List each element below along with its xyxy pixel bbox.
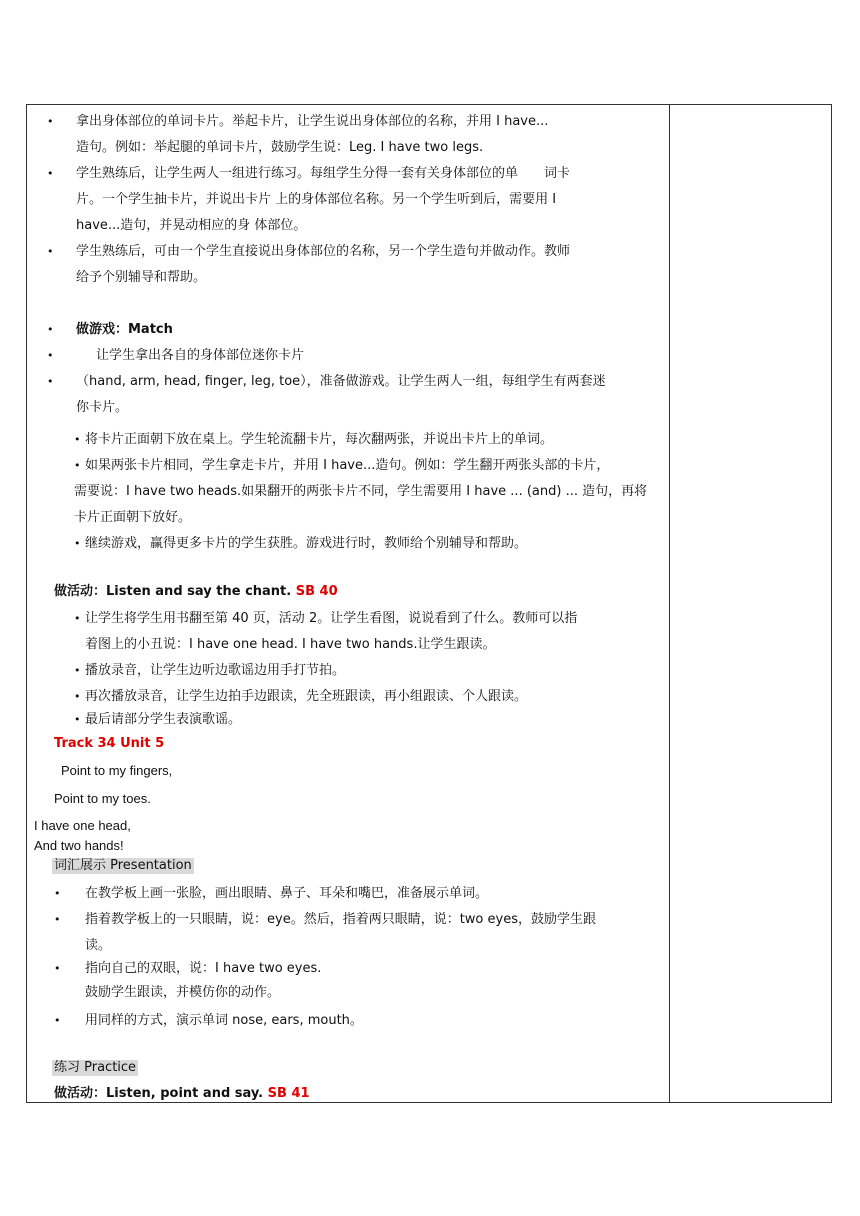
chant-line: I have one head, bbox=[34, 818, 131, 833]
paragraph-line: 卡片正面朝下放好。 bbox=[74, 510, 192, 525]
game-heading: 做游戏：Match bbox=[76, 322, 173, 337]
bullet: • bbox=[47, 375, 54, 388]
practice-heading: 练习 Practice bbox=[54, 1060, 137, 1075]
bullet: • bbox=[74, 433, 81, 446]
bullet: • bbox=[54, 962, 61, 975]
bullet: • bbox=[54, 887, 61, 900]
paragraph-line: 让学生拿出各自的身体部位迷你卡片 bbox=[96, 348, 305, 363]
activity-heading bbox=[54, 1086, 310, 1102]
paragraph-line: 造句。例如：举起腿的单词卡片，鼓励学生说：Leg. I have two legs. bbox=[76, 140, 484, 155]
paragraph-line: 指着教学板上的一只眼睛，说：eye。然后，指着两只眼睛，说：two eyes，鼓励学生跟 bbox=[85, 912, 596, 927]
paragraph-line: 学生熟练后，可由一个学生直接说出身体部位的名称，另一个学生造句并做动作。教师 bbox=[76, 244, 571, 259]
bullet: • bbox=[47, 115, 54, 128]
track-label: Track 34 Unit 5 bbox=[54, 736, 165, 751]
bullet: • bbox=[47, 167, 54, 180]
bullet: • bbox=[74, 537, 81, 550]
student-book-ref: SB 40 bbox=[295, 584, 338, 599]
paragraph-line: 继续游戏，赢得更多卡片的学生获胜。游戏进行时，教师给个别辅导和帮助。 bbox=[85, 536, 528, 551]
paragraph-line: 再次播放录音，让学生边拍手边跟读，先全班跟读，再小组跟读、个人跟读。 bbox=[85, 689, 528, 704]
paragraph-line: （hand, arm, head, finger, leg, toe），准备做游戏。让学生两人一组，每组学生有两套迷 bbox=[76, 374, 606, 389]
chant-line: Point to my fingers, bbox=[61, 763, 173, 778]
activity-heading bbox=[54, 584, 338, 600]
activity-heading-text: 做活动：Listen and say the chant. bbox=[54, 584, 292, 599]
paragraph-line: 拿出身体部位的单词卡片。举起卡片，让学生说出身体部位的名称，并用 I have... bbox=[76, 114, 549, 129]
paragraph-line: 需要说：I have two heads.如果翻开的两张卡片不同，学生需要用 I have ... (and) ... 造句，再将 bbox=[74, 484, 648, 499]
paragraph-line: 将卡片正面朝下放在桌上。学生轮流翻卡片，每次翻两张，并说出卡片上的单词。 bbox=[85, 432, 554, 447]
paragraph-line: 播放录音，让学生边听边歌谣边用手打节拍。 bbox=[85, 663, 346, 678]
bullet: • bbox=[74, 713, 81, 726]
notes-column-divider bbox=[669, 104, 670, 1103]
paragraph-line: 你卡片。 bbox=[76, 400, 129, 415]
bullet: • bbox=[54, 913, 61, 926]
paragraph-line: 给予个别辅导和帮助。 bbox=[76, 270, 207, 285]
bullet: • bbox=[47, 323, 54, 336]
bullet: • bbox=[74, 690, 81, 703]
paragraph-line: 用同样的方式，演示单词 nose, ears, mouth。 bbox=[85, 1013, 363, 1028]
paragraph-line: 指向自己的双眼，说：I have two eyes. bbox=[85, 961, 322, 976]
paragraph-line: 片。一个学生抽卡片，并说出卡片 上的身体部位名称。另一个学生听到后，需要用 I bbox=[76, 192, 557, 207]
bullet: • bbox=[74, 459, 81, 472]
activity-heading-text: 做活动：Listen, point and say. bbox=[54, 1086, 264, 1101]
chant-line: And two hands! bbox=[34, 838, 124, 853]
paragraph-line: 读。 bbox=[85, 938, 112, 953]
paragraph-line: 最后请部分学生表演歌谣。 bbox=[85, 712, 242, 727]
bullet: • bbox=[74, 664, 81, 677]
paragraph-line: 着图上的小丑说：I have one head. I have two hands.让学生跟读。 bbox=[85, 637, 496, 652]
paragraph-line: 在教学板上画一张脸，画出眼睛、鼻子、耳朵和嘴巴，准备展示单词。 bbox=[85, 886, 489, 901]
chant-line: Point to my toes. bbox=[54, 791, 151, 806]
bullet: • bbox=[74, 612, 81, 625]
paragraph-line: have...造句，并晃动相应的身 体部位。 bbox=[76, 218, 307, 233]
paragraph-line: 如果两张卡片相同，学生拿走卡片，并用 I have...造句。例如：学生翻开两张头部的卡片， bbox=[85, 458, 610, 473]
bullet: • bbox=[47, 349, 54, 362]
student-book-ref: SB 41 bbox=[267, 1086, 310, 1101]
paragraph-line: 学生熟练后，让学生两人一组进行练习。每组学生分得一套有关身体部位的单 词卡 bbox=[76, 166, 571, 181]
paragraph-line: 让学生将学生用书翻至第 40 页，活动 2。让学生看图，说说看到了什么。教师可以指 bbox=[85, 611, 578, 626]
bullet: • bbox=[47, 245, 54, 258]
paragraph-line: 鼓励学生跟读，并模仿你的动作。 bbox=[85, 985, 281, 1000]
bullet: • bbox=[54, 1014, 61, 1027]
presentation-heading: 词汇展示 Presentation bbox=[54, 858, 192, 873]
